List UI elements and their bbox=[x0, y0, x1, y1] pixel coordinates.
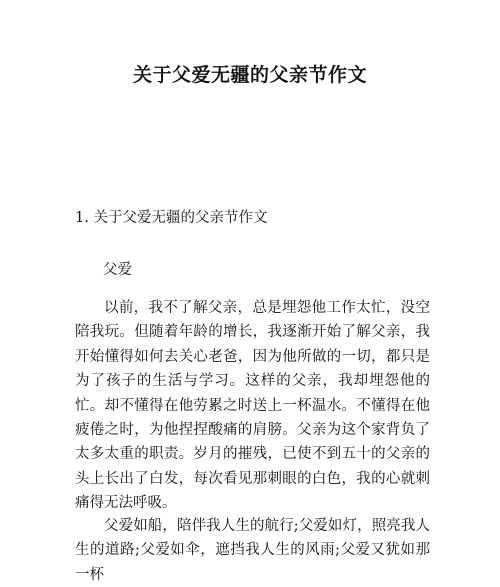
paragraph: 以前，我不了解父亲，总是埋怨他工作太忙，没空陪我玩。但随着年龄的增长，我逐渐开始了解父亲，我开始懂得如何去关心老爸，因为他所做的一切，都只是为了孩子的生活与学习。这样的父亲，我却埋怨他的忙。却不懂得在他劳累之时送上一杯温水。不懂得在他疲倦之时，为他捏捏酸痛的肩膀。父亲为这个家背负了太多太重的职责。岁月的摧残，已使不到五十的父亲的头上长出了白发，每次看见那刺眼的白色，我的心就刺痛得无法呼吸。 bbox=[75, 300, 430, 512]
document-title: 关于父爱无疆的父亲节作文 bbox=[132, 64, 367, 86]
paragraph: 父爱如船，陪伴我人生的航行;父爱如灯，照亮我人生的道路;父爱如伞，遮挡我人生的风雨;父爱又犹如那一杯 bbox=[75, 518, 430, 583]
essay-subtitle: 父爱 bbox=[103, 262, 132, 278]
section-heading: 1. 关于父爱无疆的父亲节作文 bbox=[75, 210, 268, 226]
